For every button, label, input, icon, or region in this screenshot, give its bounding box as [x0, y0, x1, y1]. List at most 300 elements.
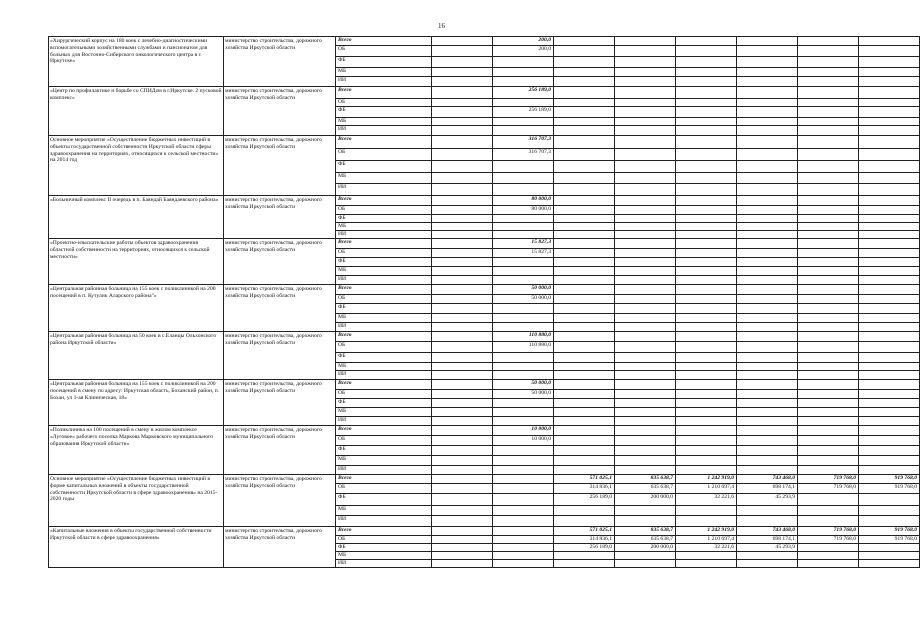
amount-cell	[737, 551, 798, 559]
amount-cell	[432, 408, 493, 417]
amount-cell	[737, 215, 798, 223]
amount-cell: 10 000,0	[493, 426, 554, 436]
amount-cell	[676, 87, 737, 99]
amount-cell	[615, 323, 676, 332]
amount-cell	[615, 37, 676, 46]
amount-cell	[676, 285, 737, 295]
amount-cell	[432, 399, 493, 408]
amount-cell	[798, 99, 859, 107]
amount-cell	[676, 196, 737, 206]
amount-cell	[676, 267, 737, 276]
amount-cell	[432, 426, 493, 436]
funding-source: ОБ	[336, 249, 432, 258]
responsible-org: министерство строительства, дорожного хозяйства Иркутской области	[224, 87, 336, 136]
amount-cell	[798, 77, 859, 87]
amount-cell	[859, 551, 920, 559]
amount-cell	[676, 426, 737, 436]
amount-cell	[493, 223, 554, 231]
amount-cell	[615, 99, 676, 107]
amount-cell	[798, 426, 859, 436]
amount-cell: 635 638,7	[615, 484, 676, 494]
amount-cell	[432, 231, 493, 239]
amount-cell: 110 880,0	[493, 342, 554, 353]
amount-cell	[554, 314, 615, 323]
amount-cell	[676, 136, 737, 149]
amount-cell	[554, 46, 615, 57]
amount-cell	[859, 494, 920, 506]
amount-cell	[432, 285, 493, 295]
amount-cell	[676, 295, 737, 304]
responsible-org: министерство строительства, дорожного хозяйства Иркутской области	[224, 380, 336, 426]
amount-cell	[554, 436, 615, 446]
amount-cell	[859, 46, 920, 57]
amount-cell	[554, 215, 615, 223]
amount-cell	[432, 332, 493, 342]
amount-cell	[432, 173, 493, 184]
amount-cell	[615, 380, 676, 390]
amount-cell	[859, 68, 920, 77]
amount-cell	[798, 173, 859, 184]
amount-cell	[432, 276, 493, 285]
funding-source: ИИ	[336, 184, 432, 196]
amount-cell	[615, 196, 676, 206]
funding-source: ИИ	[336, 276, 432, 285]
amount-cell: 256 189,0	[493, 107, 554, 118]
amount-cell	[432, 249, 493, 258]
amount-cell	[859, 77, 920, 87]
table-row	[49, 475, 920, 484]
amount-cell	[432, 342, 493, 353]
amount-cell	[615, 466, 676, 475]
amount-cell	[615, 426, 676, 436]
funding-source: Всего	[336, 285, 432, 295]
amount-cell	[615, 408, 676, 417]
amount-cell	[432, 215, 493, 223]
amount-cell	[554, 304, 615, 314]
table-row	[49, 87, 920, 99]
amount-cell	[615, 239, 676, 249]
amount-cell	[493, 77, 554, 87]
amount-cell	[798, 446, 859, 456]
amount-cell: 80 000,0	[493, 196, 554, 206]
amount-cell	[676, 231, 737, 239]
amount-cell	[798, 342, 859, 353]
amount-cell	[554, 206, 615, 215]
funding-source: Всего	[336, 380, 432, 390]
amount-cell	[798, 285, 859, 295]
funding-source: ИИ	[336, 126, 432, 136]
amount-cell	[859, 231, 920, 239]
funding-source: Всего	[336, 196, 432, 206]
amount-cell	[798, 436, 859, 446]
amount-cell	[676, 46, 737, 57]
responsible-org: министерство строительства, дорожного хозяйства Иркутской области	[224, 196, 336, 239]
amount-cell	[798, 399, 859, 408]
amount-cell: 1 242 919,0	[676, 527, 737, 536]
amount-cell	[493, 559, 554, 567]
amount-cell	[676, 215, 737, 223]
amount-cell	[737, 426, 798, 436]
amount-cell	[859, 371, 920, 380]
amount-cell	[737, 239, 798, 249]
amount-cell: 200 000,0	[615, 543, 676, 551]
amount-cell	[859, 363, 920, 371]
amount-cell	[859, 215, 920, 223]
amount-cell	[859, 118, 920, 126]
amount-cell	[493, 456, 554, 466]
amount-cell	[798, 371, 859, 380]
amount-cell	[554, 390, 615, 399]
amount-cell	[798, 456, 859, 466]
amount-cell	[554, 239, 615, 249]
amount-cell: 32 221,6	[676, 543, 737, 551]
amount-cell	[737, 363, 798, 371]
amount-cell	[798, 323, 859, 332]
amount-cell	[615, 118, 676, 126]
amount-cell	[493, 543, 554, 551]
amount-cell: 200,0	[493, 37, 554, 46]
amount-cell	[432, 126, 493, 136]
amount-cell	[493, 446, 554, 456]
amount-cell	[737, 46, 798, 57]
amount-cell	[432, 446, 493, 456]
amount-cell	[798, 215, 859, 223]
amount-cell	[859, 304, 920, 314]
amount-cell	[432, 371, 493, 380]
amount-cell	[859, 295, 920, 304]
amount-cell	[554, 57, 615, 68]
amount-cell	[737, 249, 798, 258]
amount-cell	[737, 285, 798, 295]
amount-cell	[676, 332, 737, 342]
funding-source: ФБ	[336, 107, 432, 118]
amount-cell	[615, 456, 676, 466]
amount-cell	[432, 456, 493, 466]
amount-cell	[798, 363, 859, 371]
amount-cell	[798, 184, 859, 196]
amount-cell	[615, 223, 676, 231]
amount-cell	[432, 149, 493, 161]
amount-cell	[615, 353, 676, 363]
amount-cell	[432, 466, 493, 475]
amount-cell: 314 836,1	[554, 536, 615, 544]
amount-cell	[554, 196, 615, 206]
amount-cell	[493, 417, 554, 426]
amount-cell	[615, 332, 676, 342]
amount-cell	[432, 184, 493, 196]
activity-name: «Центральная районная больница на 155 коек с поликлиникой на 200 посещений в п. Кутулик Аларского района"»	[49, 285, 224, 332]
amount-cell	[615, 46, 676, 57]
amount-cell	[859, 417, 920, 426]
amount-cell	[737, 87, 798, 99]
amount-cell	[554, 99, 615, 107]
funding-source: ОБ	[336, 390, 432, 399]
amount-cell	[737, 231, 798, 239]
amount-cell	[493, 276, 554, 285]
amount-cell	[676, 184, 737, 196]
amount-cell	[615, 206, 676, 215]
amount-cell	[554, 126, 615, 136]
funding-source: ИИ	[336, 77, 432, 87]
amount-cell	[493, 267, 554, 276]
amount-cell	[432, 267, 493, 276]
amount-cell	[859, 390, 920, 399]
amount-cell	[737, 436, 798, 446]
amount-cell: 743 468,0	[737, 475, 798, 484]
amount-cell	[859, 456, 920, 466]
amount-cell	[798, 258, 859, 267]
amount-cell: 50 000,0	[493, 285, 554, 295]
funding-source: ИИ	[336, 466, 432, 475]
funding-source: МБ	[336, 223, 432, 231]
funding-source: МБ	[336, 506, 432, 516]
amount-cell	[493, 323, 554, 332]
responsible-org: министерство строительства, дорожного хозяйства Иркутской области	[224, 285, 336, 332]
amount-cell	[798, 161, 859, 173]
amount-cell	[737, 332, 798, 342]
funding-source: ОБ	[336, 149, 432, 161]
amount-cell	[859, 342, 920, 353]
amount-cell	[432, 118, 493, 126]
amount-cell	[737, 68, 798, 77]
funding-source: ОБ	[336, 342, 432, 353]
amount-cell	[493, 371, 554, 380]
amount-cell	[432, 543, 493, 551]
amount-cell	[554, 506, 615, 516]
amount-cell	[859, 559, 920, 567]
amount-cell	[554, 417, 615, 426]
amount-cell	[737, 371, 798, 380]
amount-cell	[859, 149, 920, 161]
amount-cell	[859, 323, 920, 332]
amount-cell	[554, 258, 615, 267]
table-row	[49, 136, 920, 149]
amount-cell: 45 293,9	[737, 543, 798, 551]
amount-cell	[798, 87, 859, 99]
amount-cell	[737, 126, 798, 136]
amount-cell	[859, 87, 920, 99]
amount-cell	[859, 223, 920, 231]
amount-cell: 80 000,0	[493, 206, 554, 215]
amount-cell	[615, 173, 676, 184]
amount-cell	[676, 551, 737, 559]
amount-cell	[615, 285, 676, 295]
amount-cell: 50 000,0	[493, 295, 554, 304]
amount-cell	[676, 559, 737, 567]
amount-cell	[737, 99, 798, 107]
amount-cell	[615, 304, 676, 314]
amount-cell	[798, 46, 859, 57]
amount-cell	[737, 456, 798, 466]
amount-cell	[493, 475, 554, 484]
amount-cell	[554, 107, 615, 118]
amount-cell	[615, 161, 676, 173]
amount-cell	[554, 456, 615, 466]
amount-cell	[859, 332, 920, 342]
amount-cell	[676, 380, 737, 390]
amount-cell	[737, 107, 798, 118]
amount-cell	[554, 446, 615, 456]
amount-cell	[676, 223, 737, 231]
funding-source: МБ	[336, 408, 432, 417]
amount-cell	[615, 417, 676, 426]
responsible-org: министерство строительства, дорожного хозяйства Иркутской области	[224, 527, 336, 568]
amount-cell	[676, 99, 737, 107]
amount-cell	[798, 126, 859, 136]
funding-source: ОБ	[336, 295, 432, 304]
amount-cell	[615, 87, 676, 99]
amount-cell	[737, 516, 798, 527]
amount-cell	[859, 267, 920, 276]
amount-cell	[859, 399, 920, 408]
amount-cell	[554, 118, 615, 126]
amount-cell	[737, 161, 798, 173]
amount-cell	[737, 77, 798, 87]
amount-cell: 719 768,0	[798, 536, 859, 544]
amount-cell	[493, 408, 554, 417]
amount-cell: 635 638,7	[615, 536, 676, 544]
amount-cell	[554, 399, 615, 408]
funding-source: ФБ	[336, 215, 432, 223]
amount-cell	[554, 426, 615, 436]
amount-cell	[737, 446, 798, 456]
amount-cell: 571 025,1	[554, 527, 615, 536]
funding-source: Всего	[336, 527, 432, 536]
amount-cell	[859, 314, 920, 323]
amount-cell	[554, 231, 615, 239]
amount-cell	[859, 107, 920, 118]
amount-cell	[737, 506, 798, 516]
amount-cell	[493, 314, 554, 323]
funding-source: МБ	[336, 551, 432, 559]
amount-cell	[554, 276, 615, 285]
amount-cell	[615, 446, 676, 456]
activity-name: «Больничный комплекс II очередь в п. Баяндай Баяндаевского района»	[49, 196, 224, 239]
amount-cell	[676, 37, 737, 46]
amount-cell	[554, 37, 615, 46]
amount-cell	[737, 466, 798, 475]
amount-cell	[859, 353, 920, 363]
amount-cell	[676, 323, 737, 332]
amount-cell	[859, 173, 920, 184]
amount-cell	[493, 118, 554, 126]
amount-cell	[737, 184, 798, 196]
amount-cell	[676, 353, 737, 363]
amount-cell	[737, 118, 798, 126]
amount-cell	[676, 149, 737, 161]
amount-cell	[798, 206, 859, 215]
funding-source: ФБ	[336, 304, 432, 314]
amount-cell	[737, 295, 798, 304]
amount-cell	[493, 304, 554, 314]
amount-cell	[737, 223, 798, 231]
amount-cell	[737, 173, 798, 184]
amount-cell	[859, 57, 920, 68]
amount-cell	[432, 107, 493, 118]
amount-cell: 919 768,0	[859, 475, 920, 484]
amount-cell	[615, 231, 676, 239]
amount-cell: 719 768,0	[798, 475, 859, 484]
amount-cell	[737, 37, 798, 46]
amount-cell	[737, 149, 798, 161]
amount-cell	[859, 506, 920, 516]
table-row	[49, 239, 920, 249]
amount-cell	[432, 304, 493, 314]
amount-cell	[798, 494, 859, 506]
amount-cell	[432, 436, 493, 446]
funding-source: ФБ	[336, 494, 432, 506]
amount-cell	[554, 249, 615, 258]
amount-cell: 835 638,7	[615, 527, 676, 536]
amount-cell	[737, 304, 798, 314]
table-row	[49, 426, 920, 436]
responsible-org: министерство строительства, дорожного хозяйства Иркутской области	[224, 136, 336, 196]
amount-cell	[676, 161, 737, 173]
amount-cell	[554, 342, 615, 353]
amount-cell	[554, 408, 615, 417]
amount-cell	[859, 516, 920, 527]
amount-cell	[676, 314, 737, 323]
amount-cell	[493, 173, 554, 184]
amount-cell	[798, 417, 859, 426]
amount-cell	[859, 466, 920, 475]
funding-source: МБ	[336, 173, 432, 184]
amount-cell	[676, 399, 737, 408]
activity-name: «Центральная районная больница на 50 коек в с.Еланцы Ольхонского района Иркутской области»	[49, 332, 224, 380]
amount-cell	[432, 380, 493, 390]
amount-cell	[554, 353, 615, 363]
amount-cell	[798, 68, 859, 77]
responsible-org: министерство строительства, дорожного хозяйства Иркутской области	[224, 332, 336, 380]
amount-cell	[859, 276, 920, 285]
responsible-org: министерство строительства, дорожного хозяйства Иркутской области	[224, 239, 336, 285]
amount-cell	[432, 161, 493, 173]
amount-cell	[737, 417, 798, 426]
amount-cell	[615, 342, 676, 353]
funding-source: Всего	[336, 37, 432, 46]
table-row	[49, 196, 920, 206]
amount-cell	[859, 258, 920, 267]
amount-cell	[432, 527, 493, 536]
amount-cell	[554, 68, 615, 77]
amount-cell	[493, 536, 554, 544]
amount-cell	[432, 258, 493, 267]
amount-cell	[432, 551, 493, 559]
amount-cell	[615, 258, 676, 267]
amount-cell	[676, 107, 737, 118]
amount-cell	[554, 223, 615, 231]
funding-source: ФБ	[336, 353, 432, 363]
funding-source: МБ	[336, 314, 432, 323]
amount-cell	[798, 239, 859, 249]
amount-cell	[554, 77, 615, 87]
amount-cell	[432, 323, 493, 332]
amount-cell: 316 707,3	[493, 149, 554, 161]
amount-cell	[432, 136, 493, 149]
amount-cell	[554, 285, 615, 295]
amount-cell	[493, 231, 554, 239]
amount-cell	[798, 543, 859, 551]
amount-cell	[798, 408, 859, 417]
amount-cell	[798, 390, 859, 399]
amount-cell	[554, 87, 615, 99]
amount-cell	[554, 371, 615, 380]
amount-cell	[859, 543, 920, 551]
amount-cell	[615, 559, 676, 567]
funding-source: ФБ	[336, 161, 432, 173]
funding-source: Всего	[336, 332, 432, 342]
amount-cell	[615, 314, 676, 323]
